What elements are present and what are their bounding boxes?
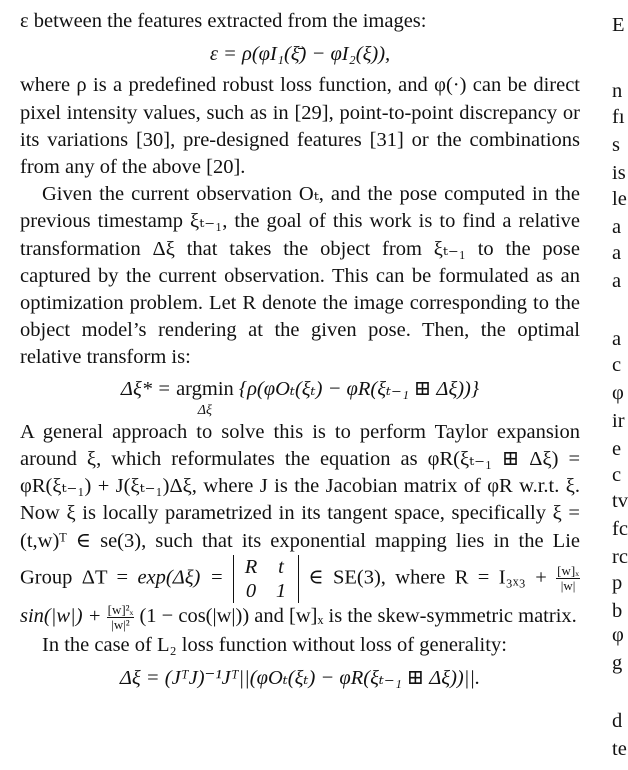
paragraph-3-b: ∈ SE(3), where R = I₃ₓ₃ + (308, 566, 547, 589)
right-column-fragment: c (612, 464, 622, 486)
paragraph-3-a: A general approach to solve this is to perform Taylor expansion around ξ, which reformulates the equation as φR(ξₜ₋₁ ⊞ Δξ) = φR(ξₜ₋₁) + J(ξₜ₋₁)Δξ, where J is the Jacobian matrix of φR w.r.t. ξ. Now ξ is locally parametrized in its tangent space, specifically ξ = (t,w)ᵀ ∈ se(3), such that its exponential mapping lies in the Lie Group ΔT = (20, 420, 580, 589)
right-column-fragment: g (612, 652, 623, 674)
equation-2 (20, 376, 580, 419)
fraction-1-den: |w| (560, 578, 576, 594)
matrix-cell: t (278, 555, 284, 578)
right-column-fragment: e (612, 438, 622, 460)
matrix-cell: R (244, 555, 258, 578)
right-column-fragment: a (612, 216, 622, 238)
fraction-2-den: |w|² (111, 616, 130, 632)
right-column-fragment: le (612, 188, 627, 210)
right-column-fragment: E (612, 14, 625, 36)
eq2-lhs: Δξ* = (120, 377, 171, 400)
argmin-operator (176, 376, 234, 419)
exp-term: exp(Δξ) = (137, 566, 224, 589)
fraction-2 (107, 603, 135, 632)
fraction-1 (556, 564, 580, 593)
argmin-label: argmin (176, 377, 234, 400)
right-column-fragment: n (612, 80, 623, 102)
right-column-fragment: fı (612, 106, 625, 128)
right-column-fragment: φ (612, 382, 624, 404)
right-column-fragment: a (612, 328, 622, 350)
right-column-fragment: φ (612, 624, 624, 646)
eq2-rhs: {ρ(φOₜ(ξₜ) − φR(ξₜ₋₁ ⊞ Δξ))} (238, 377, 480, 400)
left-column (20, 8, 580, 696)
right-column-fragment: fc (612, 518, 628, 540)
right-column-fragment: ir (612, 410, 625, 432)
equation-1: ε = ρ(φI₁(ξ̄) − φI₂(ξ)), (209, 43, 391, 66)
fraction-1-num: [w]ₓ (557, 563, 579, 579)
right-column-fragment: is (612, 162, 626, 184)
matrix-cell: 0 (245, 579, 257, 602)
paragraph-1: where ρ is a predefined robust loss function, and φ(·) can be direct pixel intensity values, such as in [29], point-to-point discrepancy or its variations [30], pre-designed features [31] or the combinations from any of the above [20]. (20, 74, 580, 179)
right-column-fragment: rc (612, 546, 628, 568)
right-column-fragment: b (612, 600, 623, 622)
transform-matrix (233, 555, 299, 603)
equation-3: Δξ = (JᵀJ)⁻¹Jᵀ||(φOₜ(ξₜ) − φR(ξₜ₋₁ ⊞ Δξ))||. (119, 667, 481, 690)
right-column-fragment: c (612, 354, 622, 376)
paragraph-2: Given the current observation Oₜ, and the pose computed in the previous timestamp ξₜ₋₁, the goal of this work is to find a relative transformation Δξ that takes the object from ξₜ₋₁ to the pose captured by the current observation. This can be formulated as an optimization problem. Let R denote the image corresponding to the object model’s rendering at the given pose. Then, the optimal relative transform is: (20, 183, 580, 369)
argmin-subscript: Δξ (197, 402, 213, 418)
right-column-fragment: a (612, 270, 622, 292)
paragraph-3 (20, 419, 580, 632)
right-column-fragment: te (612, 738, 627, 760)
right-column-clipped (612, 0, 628, 770)
right-column-fragment: a (612, 242, 622, 264)
right-column-fragment: d (612, 710, 623, 732)
paragraph-4: In the case of L₂ loss function without loss of generality: (42, 633, 507, 656)
paragraph-3-d: (1 − cos(|w|)) and [w]ₓ is the skew-symmetric matrix. (139, 605, 577, 628)
fraction-2-num: [w]²ₓ (107, 601, 134, 617)
right-column-fragment: p (612, 572, 623, 594)
right-column-fragment: s (612, 134, 620, 156)
paragraph-3-c: sin(|w|) + (20, 605, 102, 628)
right-column-fragment: tv (612, 490, 628, 512)
matrix-cell: 1 (275, 579, 287, 602)
intro-line: ε between the features extracted from the images: (20, 10, 427, 32)
